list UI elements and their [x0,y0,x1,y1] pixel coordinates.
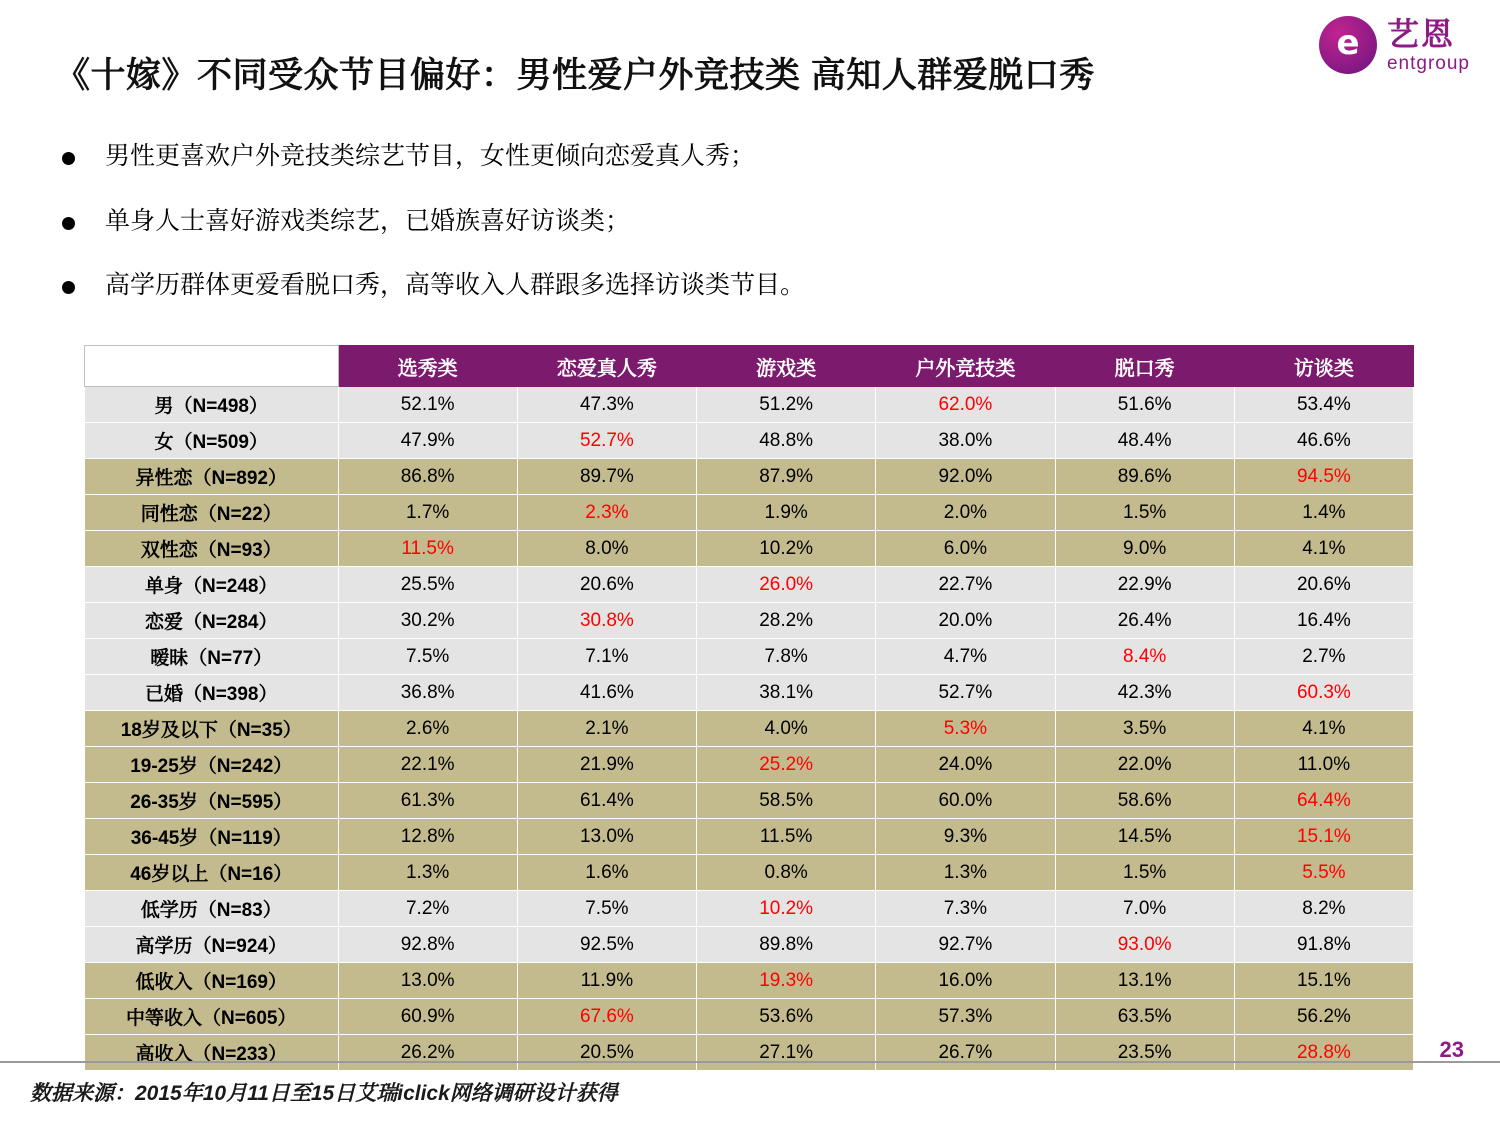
table-cell: 7.8% [697,639,876,675]
row-header: 低收入（N=169） [85,963,339,999]
table-cell: 22.0% [1055,747,1234,783]
table-cell: 13.1% [1055,963,1234,999]
table-header-row [85,346,1414,387]
list-item [62,140,1362,173]
table-cell: 23.5% [1055,1035,1234,1071]
table-cell: 10.2% [697,891,876,927]
table-cell: 25.5% [338,567,517,603]
table-cell: 7.2% [338,891,517,927]
table-cell: 15.1% [1234,963,1413,999]
column-header: 恋爱真人秀 [517,346,696,387]
table-cell: 3.5% [1055,711,1234,747]
table-row [85,495,1414,531]
logo-chinese-name: 艺恩 [1386,15,1455,52]
table-cell: 8.0% [517,531,696,567]
table-cell: 1.7% [338,495,517,531]
table-cell: 89.8% [697,927,876,963]
table-cell: 13.0% [338,963,517,999]
logo-english-name: entgroup [1386,52,1470,74]
table-row [85,819,1414,855]
table-cell: 8.2% [1234,891,1413,927]
row-header: 单身（N=248） [85,567,339,603]
table-row [85,963,1414,999]
logo-mark-icon [1319,16,1377,74]
table-cell: 60.0% [876,783,1055,819]
bullet-list [62,140,1362,334]
row-header: 恋爱（N=284） [85,603,339,639]
table-cell: 89.6% [1055,459,1234,495]
table-cell: 4.0% [697,711,876,747]
table-cell: 67.6% [517,999,696,1035]
table-cell: 1.5% [1055,855,1234,891]
table-cell: 26.7% [876,1035,1055,1071]
row-header: 19-25岁（N=242） [85,747,339,783]
row-header: 高学历（N=924） [85,927,339,963]
table-cell: 10.2% [697,531,876,567]
table-cell: 57.3% [876,999,1055,1035]
table-row [85,423,1414,459]
preference-table-container [84,345,1414,1071]
table-cell: 63.5% [1055,999,1234,1035]
preference-table [84,345,1414,1071]
table-cell: 46.6% [1234,423,1413,459]
bullet-text: 男性更喜欢户外竞技类综艺节目，女性更倾向恋爱真人秀； [105,142,756,170]
table-cell: 58.6% [1055,783,1234,819]
table-cell: 26.2% [338,1035,517,1071]
table-cell: 11.5% [697,819,876,855]
table-cell: 26.4% [1055,603,1234,639]
table-cell: 9.0% [1055,531,1234,567]
table-cell: 92.0% [876,459,1055,495]
row-header: 已婚（N=398） [85,675,339,711]
table-cell: 24.0% [876,747,1055,783]
table-cell: 42.3% [1055,675,1234,711]
table-corner-cell [85,346,339,387]
table-row [85,639,1414,675]
table-cell: 89.7% [517,459,696,495]
table-cell: 53.6% [697,999,876,1035]
table-cell: 38.1% [697,675,876,711]
table-cell: 20.6% [1234,567,1413,603]
table-cell: 20.0% [876,603,1055,639]
row-header: 中等收入（N=605） [85,999,339,1035]
table-header [85,346,1414,387]
table-cell: 14.5% [1055,819,1234,855]
table-cell: 60.9% [338,999,517,1035]
table-cell: 4.1% [1234,531,1413,567]
table-cell: 22.9% [1055,567,1234,603]
table-cell: 7.5% [517,891,696,927]
table-cell: 1.5% [1055,495,1234,531]
table-cell: 38.0% [876,423,1055,459]
table-cell: 93.0% [1055,927,1234,963]
table-cell: 11.5% [338,531,517,567]
bullet-text: 单身人士喜好游戏类综艺，已婚族喜好访谈类； [105,206,631,235]
page-number: 23 [1439,1037,1464,1062]
table-cell: 13.0% [517,819,696,855]
table-cell: 26.0% [697,567,876,603]
bullet-dot-icon [62,152,75,165]
table-cell: 4.7% [876,639,1055,675]
row-header: 同性恋（N=22） [85,495,339,531]
table-cell: 8.4% [1055,639,1234,675]
table-cell: 20.5% [517,1035,696,1071]
table-cell: 92.8% [338,927,517,963]
column-header: 访谈类 [1234,346,1413,387]
table-row [85,711,1414,747]
table-cell: 41.6% [517,675,696,711]
table-row [85,675,1414,711]
table-cell: 1.9% [697,495,876,531]
entgroup-logo [1319,16,1470,74]
table-cell: 25.2% [697,747,876,783]
table-cell: 11.9% [517,963,696,999]
table-row [85,603,1414,639]
column-header: 脱口秀 [1055,346,1234,387]
row-header: 暧昧（N=77） [85,639,339,675]
table-cell: 7.3% [876,891,1055,927]
table-cell: 22.1% [338,747,517,783]
table-cell: 0.8% [697,855,876,891]
table-row [85,783,1414,819]
table-cell: 2.7% [1234,639,1413,675]
table-cell: 1.3% [876,855,1055,891]
table-cell: 52.1% [338,387,517,423]
table-cell: 7.5% [338,639,517,675]
table-cell: 51.6% [1055,387,1234,423]
table-body [85,387,1414,1071]
table-cell: 19.3% [697,963,876,999]
list-item [62,205,1362,238]
column-header: 选秀类 [338,346,517,387]
column-header: 游戏类 [697,346,876,387]
bullet-text: 高学历群体更爱看脱口秀，高等收入人群跟多选择访谈类节目。 [105,271,806,299]
table-cell: 2.0% [876,495,1055,531]
table-cell: 92.7% [876,927,1055,963]
bullet-dot-icon [62,217,75,230]
table-cell: 60.3% [1234,675,1413,711]
table-cell: 30.2% [338,603,517,639]
table-row [85,855,1414,891]
table-cell: 28.8% [1234,1035,1413,1071]
table-cell: 87.9% [697,459,876,495]
table-row [85,567,1414,603]
page-title: 《十嫁》不同受众节目偏好：男性爱户外竞技类 高知人群爱脱口秀 [55,56,1095,95]
table-cell: 16.0% [876,963,1055,999]
table-cell: 94.5% [1234,459,1413,495]
table-cell: 22.7% [876,567,1055,603]
table-cell: 21.9% [517,747,696,783]
table-cell: 1.4% [1234,495,1413,531]
table-cell: 5.3% [876,711,1055,747]
logo-mark-letter: e [1336,23,1360,63]
row-header: 26-35岁（N=595） [85,783,339,819]
table-cell: 11.0% [1234,747,1413,783]
table-cell: 7.0% [1055,891,1234,927]
table-cell: 62.0% [876,387,1055,423]
table-cell: 53.4% [1234,387,1413,423]
table-cell: 12.8% [338,819,517,855]
logo-text [1386,15,1470,74]
table-cell: 16.4% [1234,603,1413,639]
row-header: 男（N=498） [85,387,339,423]
table-cell: 9.3% [876,819,1055,855]
table-cell: 4.1% [1234,711,1413,747]
row-header: 女（N=509） [85,423,339,459]
table-cell: 2.1% [517,711,696,747]
table-row [85,927,1414,963]
row-header: 18岁及以下（N=35） [85,711,339,747]
table-cell: 1.3% [338,855,517,891]
table-cell: 47.3% [517,387,696,423]
row-header: 高收入（N=233） [85,1035,339,1071]
table-cell: 27.1% [697,1035,876,1071]
table-cell: 48.4% [1055,423,1234,459]
table-cell: 86.8% [338,459,517,495]
table-row [85,891,1414,927]
row-header: 低学历（N=83） [85,891,339,927]
table-cell: 51.2% [697,387,876,423]
bullet-dot-icon [62,281,75,294]
table-cell: 91.8% [1234,927,1413,963]
column-header: 户外竞技类 [876,346,1055,387]
table-cell: 52.7% [876,675,1055,711]
table-row [85,999,1414,1035]
list-item [62,269,1362,302]
table-cell: 1.6% [517,855,696,891]
table-row [85,387,1414,423]
table-row [85,747,1414,783]
table-cell: 48.8% [697,423,876,459]
table-cell: 30.8% [517,603,696,639]
source-note: 数据来源：2015年10月11日至15日艾瑞iclick网络调研设计获得 [30,1082,618,1105]
table-cell: 7.1% [517,639,696,675]
table-cell: 61.4% [517,783,696,819]
table-row [85,459,1414,495]
table-cell: 47.9% [338,423,517,459]
table-cell: 15.1% [1234,819,1413,855]
table-cell: 56.2% [1234,999,1413,1035]
table-cell: 61.3% [338,783,517,819]
table-cell: 2.6% [338,711,517,747]
table-cell: 52.7% [517,423,696,459]
table-cell: 5.5% [1234,855,1413,891]
row-header: 36-45岁（N=119） [85,819,339,855]
table-cell: 64.4% [1234,783,1413,819]
table-cell: 36.8% [338,675,517,711]
table-row [85,531,1414,567]
row-header: 异性恋（N=892） [85,459,339,495]
table-cell: 92.5% [517,927,696,963]
table-cell: 20.6% [517,567,696,603]
row-header: 46岁以上（N=16） [85,855,339,891]
row-header: 双性恋（N=93） [85,531,339,567]
table-cell: 58.5% [697,783,876,819]
table-cell: 28.2% [697,603,876,639]
table-cell: 6.0% [876,531,1055,567]
table-cell: 2.3% [517,495,696,531]
